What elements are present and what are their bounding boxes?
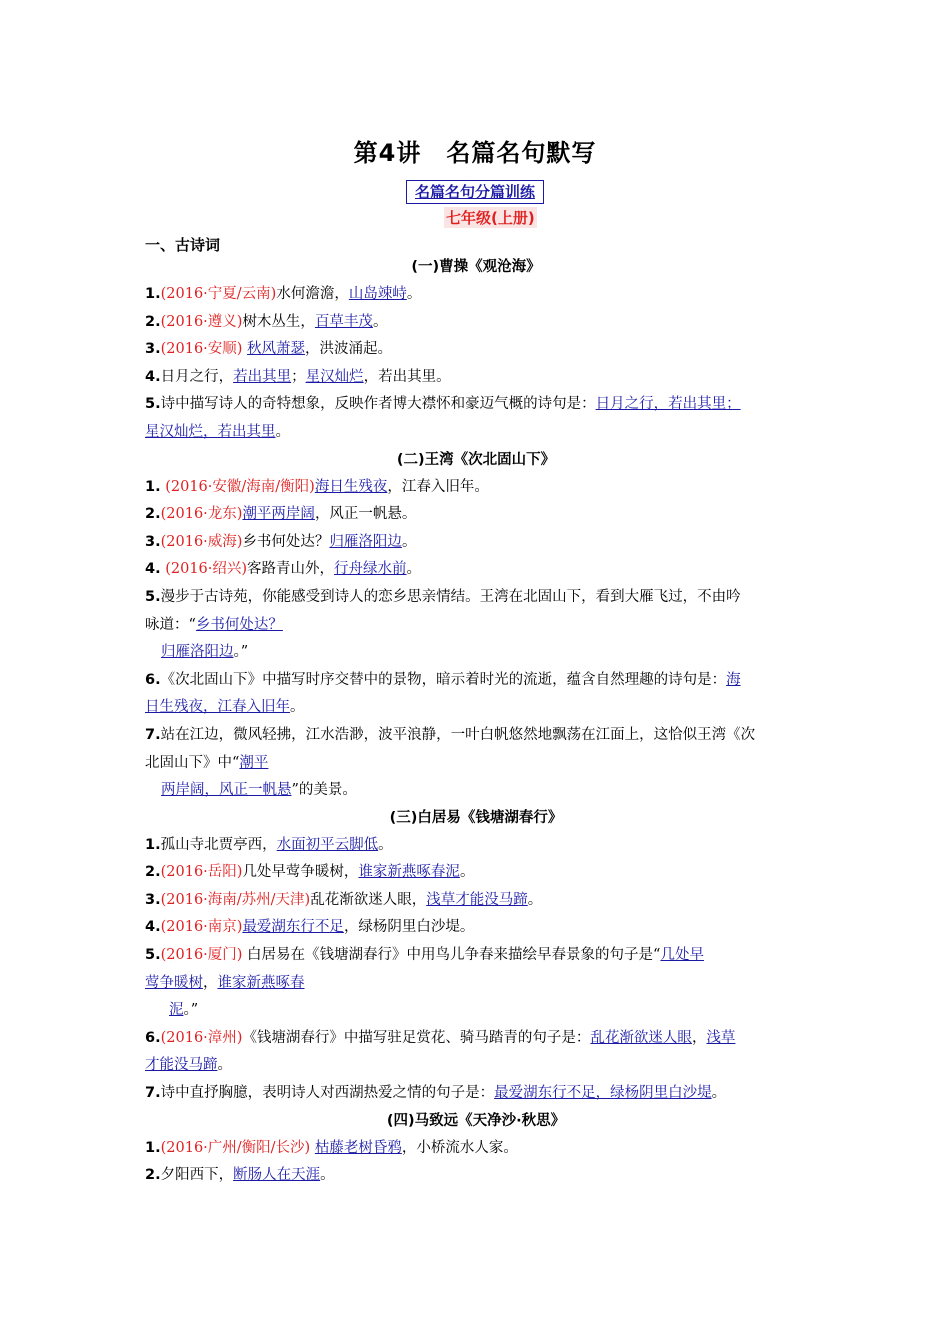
group-heading: (四)马致远《天净沙·秋思》 <box>386 1112 566 1129</box>
answer-text: 星汉灿烂，若出其里 <box>145 423 276 440</box>
item-text: 。” <box>233 644 249 661</box>
source-tag: (2016·南京) <box>160 919 243 936</box>
item-text: 树木丛生， <box>242 313 315 330</box>
item-number: 5. <box>145 396 161 413</box>
section-heading: 一、古诗词 <box>145 236 221 254</box>
answer-text: 若出其里 <box>233 368 292 385</box>
item-number: 3. <box>145 533 161 550</box>
item-number: 2. <box>145 506 161 523</box>
item-text: ，风正一帆悬。 <box>314 506 417 523</box>
answer-text: 枯藤老树昏鸦 <box>314 1139 402 1156</box>
answer-text: 日月之行，若出其里； <box>595 396 741 413</box>
question-item <box>145 556 807 584</box>
item-number: 4. <box>145 919 161 936</box>
item-text: 。 <box>275 423 290 440</box>
answer-text: 谁家新燕啄春泥 <box>358 864 460 881</box>
item-number: 2. <box>145 313 161 330</box>
source-tag: (2016·龙东) <box>160 506 243 523</box>
question-item <box>145 529 807 557</box>
answer-text: 谁家新燕啄春 <box>217 974 305 991</box>
question-item <box>145 474 807 502</box>
answer-text: 海日生残夜 <box>314 478 388 495</box>
item-text: 北固山下》中“ <box>145 754 240 771</box>
answer-text: 日生残夜，江春入旧年 <box>145 699 290 716</box>
item-text: 《钱塘湖春行》中描写驻足赏花、骑马踏青的句子是： <box>242 1029 591 1046</box>
question-item <box>145 914 807 942</box>
item-number: 6. <box>145 1029 161 1046</box>
item-text: ； <box>291 368 306 385</box>
item-text: 。 <box>459 864 475 881</box>
section-banner: 名篇名句分篇训练 <box>406 180 544 204</box>
item-number: 4. <box>145 368 161 385</box>
item-number: 1. <box>145 836 161 853</box>
item-number: 3. <box>145 341 161 358</box>
item-text: 。 <box>378 836 393 853</box>
item-text: ，若出其里。 <box>363 368 451 385</box>
item-text: 。 <box>406 286 422 302</box>
item-text: 。 <box>711 1085 727 1102</box>
item-text: 。” <box>183 1002 199 1019</box>
answer-text: 星汉灿烂 <box>305 368 364 385</box>
question-item <box>145 391 807 446</box>
answer-text: 浅草 <box>706 1029 736 1046</box>
question-item <box>145 667 807 722</box>
item-text: 孤山寺北贾亭西， <box>160 836 277 853</box>
answer-text: 潮平两岸阔 <box>242 506 315 523</box>
item-text: 日月之行， <box>160 368 234 385</box>
item-text: 。 <box>372 313 388 330</box>
item-number: 5. <box>145 588 161 605</box>
source-tag: (2016·绍兴) <box>165 561 248 578</box>
answer-continuation <box>145 644 248 660</box>
item-text: ，小桥流水人家。 <box>401 1139 518 1156</box>
item-text: 乡书何处达？ <box>242 533 330 550</box>
item-text: 白居易在《钱塘湖春行》中用鸟儿争春来描绘早春景象的句子是“ <box>247 947 661 964</box>
item-text: 。 <box>527 891 543 908</box>
item-number: 1. <box>145 478 161 495</box>
question-item <box>145 336 807 364</box>
item-text: 咏道：“ <box>145 616 196 633</box>
question-item <box>145 942 807 1025</box>
answer-text: 秋风萧瑟 <box>247 341 306 358</box>
answer-continuation <box>145 782 357 798</box>
group-heading: (三)白居易《钱塘湖春行》 <box>389 809 563 826</box>
item-text: 站在江边，微风轻拂，江水浩渺，波平浪静，一叶白帆悠然地飘荡在江面上，这恰似王湾《次 <box>160 726 756 743</box>
answer-continuation <box>145 1002 198 1018</box>
item-number: 5. <box>145 947 161 964</box>
item-text: 。 <box>290 699 305 716</box>
source-tag: (2016·安顺) <box>160 341 243 358</box>
document-body <box>145 254 807 1190</box>
item-number: 1. <box>145 286 161 302</box>
item-text: ，绿杨阴里白沙堤。 <box>343 919 475 936</box>
item-number: 4. <box>145 561 161 578</box>
question-item <box>145 832 807 860</box>
answer-text: 百草丰茂 <box>314 313 373 330</box>
question-item <box>145 859 807 887</box>
question-item <box>145 1080 807 1108</box>
question-item <box>145 364 807 392</box>
item-text: 。 <box>320 1167 335 1184</box>
answer-text: 断肠人在天涯 <box>233 1167 321 1184</box>
item-text: 诗中描写诗人的奇特想象，反映作者博大襟怀和豪迈气概的诗句是： <box>160 396 596 413</box>
answer-text: 乡书何处达？ <box>195 616 283 633</box>
question-item <box>145 887 807 915</box>
question-item <box>145 501 807 529</box>
answer-text: 最爱湖东行不足，绿杨阴里白沙堤 <box>494 1085 712 1102</box>
answer-text: 泥 <box>169 1002 184 1019</box>
answer-text: 最爱湖东行不足 <box>242 919 344 936</box>
answer-text: 海 <box>726 671 741 688</box>
question-item <box>145 1025 807 1080</box>
answer-text: 归雁洛阳边 <box>329 533 402 550</box>
item-text: ， <box>203 974 218 991</box>
question-item <box>145 722 807 805</box>
item-text: 《次北固山下》中描写时序交替中的景物，暗示着时光的流逝，蕴含自然理趣的诗句是： <box>160 671 727 688</box>
item-number: 6. <box>145 671 161 688</box>
item-number: 3. <box>145 891 161 908</box>
source-tag: (2016·宁夏/云南) <box>160 286 277 302</box>
answer-text: 莺争暖树 <box>145 974 203 991</box>
answer-text: 水面初平云脚低 <box>276 836 379 853</box>
question-item <box>145 281 807 309</box>
item-text: 漫步于古诗苑，你能感受到诗人的恋乡思亲情结。王湾在北固山下，看到大雁飞过，不由吟 <box>160 588 741 605</box>
item-text: 。 <box>401 533 417 550</box>
item-number: 7. <box>145 1085 161 1102</box>
source-tag: (2016·威海) <box>160 533 243 550</box>
source-tag: (2016·厦门) <box>160 947 243 964</box>
item-number: 2. <box>145 1167 161 1184</box>
item-text: 。 <box>217 1057 232 1074</box>
source-tag: (2016·安徽/海南/衡阳) <box>165 478 315 495</box>
item-text: 。 <box>406 561 422 578</box>
source-tag: (2016·漳州) <box>160 1029 243 1046</box>
group-heading: (二)王湾《次北固山下》 <box>396 451 556 468</box>
item-text: 诗中直抒胸臆，表明诗人对西湖热爱之情的句子是： <box>160 1085 495 1102</box>
group-heading: (一)曹操《观沧海》 <box>411 259 541 275</box>
source-tag: (2016·广州/衡阳/长沙) <box>160 1139 311 1156</box>
source-tag: (2016·遵义) <box>160 313 243 330</box>
source-tag: (2016·岳阳) <box>160 864 243 881</box>
grade-label: 七年级(上册) <box>446 209 535 227</box>
source-tag: (2016·海南/苏州/天津) <box>160 891 311 908</box>
item-text: ，洪波涌起。 <box>305 341 393 358</box>
page-title: 第4讲 名篇名句默写 <box>353 139 597 167</box>
item-text: 几处早莺争暖树， <box>242 864 359 881</box>
answer-text: 山岛竦峙 <box>348 286 407 302</box>
item-text: 客路青山外， <box>247 561 335 578</box>
answer-text: 两岸阔，风正一帆悬 <box>161 782 292 799</box>
item-number: 2. <box>145 864 161 881</box>
answer-text: 几处早 <box>660 947 704 964</box>
answer-text: 归雁洛阳边 <box>161 644 234 661</box>
answer-text: 乱花渐欲迷人眼 <box>590 1029 692 1046</box>
question-item <box>145 1162 807 1190</box>
item-text: 乱花渐欲迷人眼， <box>310 891 427 908</box>
question-item <box>145 584 807 667</box>
answer-text: 潮平 <box>239 754 269 771</box>
item-number: 1. <box>145 1139 161 1156</box>
item-text: ，江春入旧年。 <box>387 478 489 495</box>
answer-text: 才能没马蹄 <box>145 1057 218 1074</box>
item-text: ”的美景。 <box>291 782 357 799</box>
item-text: ， <box>691 1029 707 1046</box>
answer-text: 行舟绿水前 <box>334 561 407 578</box>
item-text: 水何澹澹， <box>276 286 349 302</box>
item-text: 夕阳西下， <box>160 1167 234 1184</box>
item-number: 7. <box>145 726 161 743</box>
question-item <box>145 1135 807 1163</box>
answer-text: 浅草才能没马蹄 <box>426 891 528 908</box>
question-item <box>145 309 807 337</box>
